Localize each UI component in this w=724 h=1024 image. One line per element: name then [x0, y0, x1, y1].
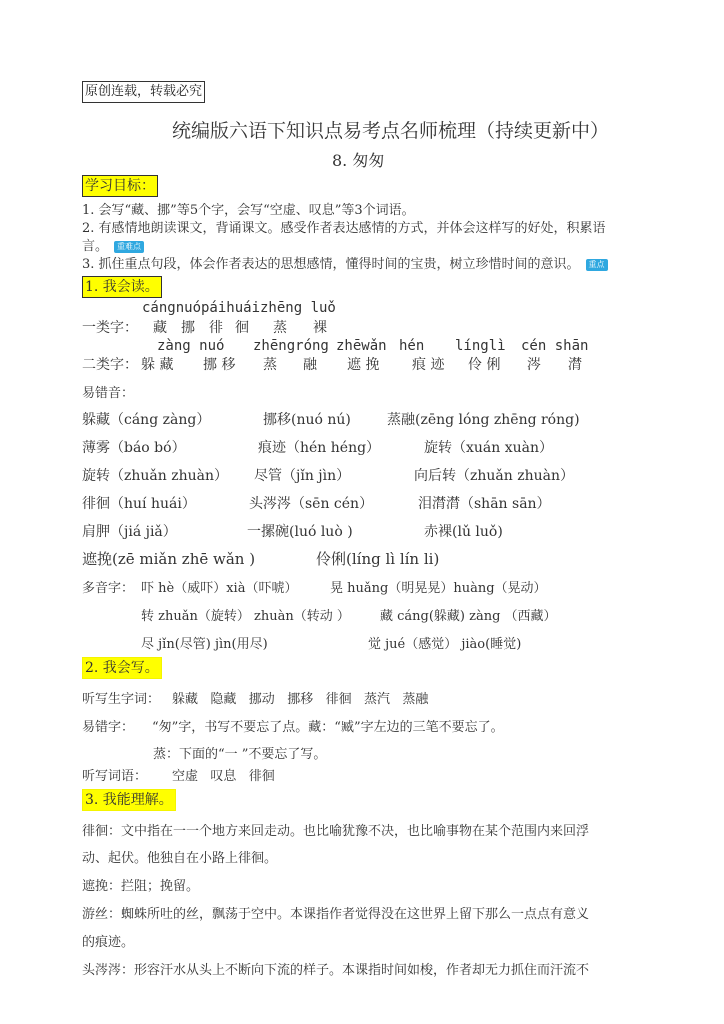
mistake-item: 遮挽(zē miǎn zhē wǎn ) — [82, 550, 256, 568]
class1-pinyin: cángnuópáihuáizhēng luǒ — [142, 300, 336, 316]
class2-pinyin: línglì — [455, 338, 506, 354]
class2-char: 涔 — [527, 357, 541, 373]
mistake-item: 头涔涔（sēn cén） — [249, 496, 374, 512]
write-heading: 2. 我会写。 — [82, 657, 162, 679]
mistake-item: 痕迹（hén héng） — [258, 440, 381, 456]
mistake-item: 薄雾（báo bó） — [82, 440, 186, 456]
goal-item-2-cont — [82, 235, 144, 254]
typo-label: 易错字： — [82, 720, 135, 735]
read-heading: 1. 我会读。 — [82, 276, 162, 298]
goal-item-2: 2. 有感情地朗读课文，背诵课文。感受作者表达感情的方式，并体会这样写的好处，积累语 — [82, 221, 606, 236]
polyphone-item: 吓 hè（威吓）xià（吓唬） — [141, 581, 298, 596]
class1-char: 徘 — [209, 320, 223, 336]
goal-item-3 — [82, 253, 608, 272]
mistake-item: 尽管（jǐn jìn） — [254, 468, 351, 484]
polyphone-label: 多音字： — [82, 581, 135, 596]
mistake-item: 伶俐(líng lì lín li) — [316, 550, 440, 568]
class2-char: 伶 俐 — [468, 357, 501, 373]
mistake-item: 泪潸潸（shān sān） — [418, 496, 551, 512]
class2-pinyin: zàng nuó — [157, 338, 225, 354]
class2-char: 挪 移 — [203, 357, 236, 373]
mistake-item: 赤裸(lǔ luǒ) — [424, 524, 503, 540]
class1-char: 徊 — [235, 320, 249, 336]
mistake-item: 肩胛（jiá jiǎ） — [82, 524, 177, 540]
definition-line: 的痕迹。 — [82, 935, 135, 950]
lesson-title: 8. 匆匆 — [332, 151, 385, 170]
dictation-phrases: 空虚 叹息 徘徊 — [172, 769, 275, 784]
class2-pinyin: cén shān — [521, 338, 589, 354]
class2-char: 躲 藏 — [141, 357, 174, 373]
polyphone-item: 晃 huǎng（明晃晃）huàng（晃动） — [330, 581, 547, 596]
class2-label: 二类字： — [82, 357, 138, 373]
definition-line: 游丝：蜘蛛所吐的丝，飘荡于空中。本课指作者觉得没在这世界上留下那么一点点有意义 — [82, 907, 590, 922]
class1-char: 裸 — [313, 320, 327, 336]
typo-note-1: “匆”字，书写不要忘了点。藏：“臧”字左边的三笔不要忘了。 — [152, 720, 504, 735]
goal-item-1: 1. 会写“藏、挪”等5个字，会写“空虚、叹息”等3个词语。 — [82, 203, 415, 218]
class1-char: 藏 — [153, 320, 167, 336]
dictation-label: 听写生字词： — [82, 692, 161, 707]
mistake-item: 旋转（xuán xuàn） — [424, 440, 554, 456]
class2-char: 潸 — [568, 357, 582, 373]
class2-char: 遮 挽 — [347, 357, 380, 373]
definition-line: 动、起伏。他独自在小路上徘徊。 — [82, 851, 278, 866]
polyphone-item: 尽 jǐn(尽管) jìn(用尽) — [141, 637, 268, 652]
polyphone-item: 藏 cáng(躲藏) zàng （西藏） — [380, 609, 557, 624]
mistake-item: 向后转（zhuǎn zhuàn） — [414, 468, 574, 484]
document-title: 统编版六语下知识点易考点名师梳理（持续更新中） — [172, 120, 610, 142]
class2-pinyin: zhēngróng — [253, 338, 329, 354]
class2-char: 融 — [303, 357, 317, 373]
key-difficulty-badge: 重难点 — [114, 241, 144, 253]
goal-item-3-text: 3. 抓住重点句段，体会作者表达的思想感情，懂得时间的宝贵，树立珍惜时间的意识。 — [82, 257, 580, 272]
class2-pinyin: zhēwǎn — [336, 338, 387, 354]
class2-char: 蒸 — [263, 357, 277, 373]
definition-line: 头涔涔：形容汗水从头上不断向下流的样子。本课指时间如梭，作者却无力抓住而汗流不 — [82, 963, 590, 978]
goal-item-2-end: 言。 — [82, 239, 109, 254]
mistake-item: 挪移(nuó nú) — [263, 412, 351, 428]
class1-char: 挪 — [181, 320, 195, 336]
mistake-item: 旋转（zhuǎn zhuàn） — [82, 468, 228, 484]
class1-char: 蒸 — [273, 320, 287, 336]
goals-heading: 学习目标： — [82, 175, 158, 197]
polyphone-item: 觉 jué（感觉） jiào(睡觉) — [368, 637, 522, 652]
mistake-item: 一摞碗(luó luò ) — [247, 524, 353, 540]
class2-char: 痕 迹 — [412, 357, 445, 373]
mistake-item: 徘徊（huí huái） — [82, 496, 196, 512]
understand-heading: 3. 我能理解。 — [82, 789, 176, 811]
mistake-item: 蒸融(zēng lóng zhēng róng) — [387, 412, 580, 428]
mistake-label: 易错音： — [82, 386, 135, 401]
dictation-words: 躲藏 隐藏 挪动 挪移 徘徊 蒸汽 蒸融 — [172, 692, 429, 707]
typo-note-2: 蒸：下面的“一 ”不要忘了写。 — [153, 747, 327, 762]
mistake-item: 躲藏（cáng zàng） — [82, 412, 211, 428]
class2-pinyin: hén — [399, 338, 425, 354]
class1-label: 一类字： — [82, 320, 138, 336]
words-label: 听写词语： — [82, 769, 148, 784]
polyphone-item: 转 zhuǎn（旋转） zhuàn（转动 ） — [141, 609, 350, 624]
copyright-stamp: 原创连载，转载必究 — [82, 81, 205, 103]
key-point-badge: 重点 — [586, 259, 608, 271]
definition-line: 遮挽：拦阻；挽留。 — [82, 879, 200, 894]
definition-line: 徘徊：文中指在一一个地方来回走动。也比喻犹豫不决，也比喻事物在某个范围内来回浮 — [82, 824, 590, 839]
